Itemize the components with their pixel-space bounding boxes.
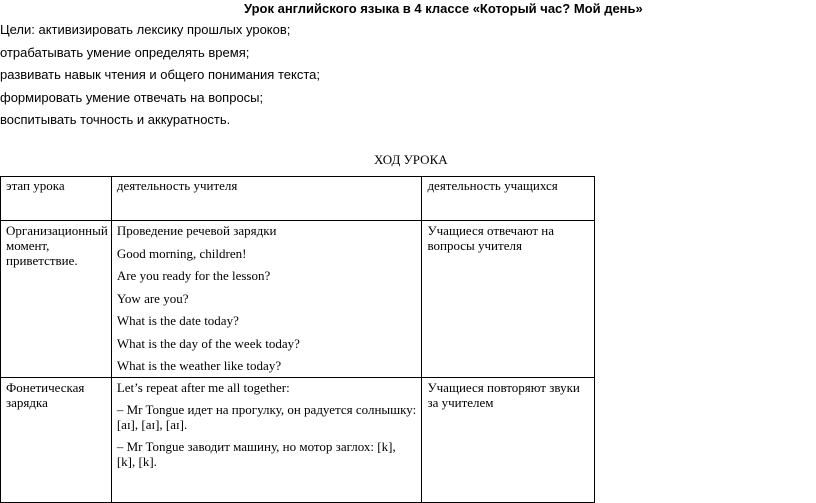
students-text: Учащиеся отвечают на вопросы учителя — [427, 223, 555, 253]
stage-text: Организационный момент, приветствие. — [6, 223, 108, 268]
table-header-row — [1, 177, 595, 221]
cell-teacher — [111, 221, 422, 378]
teacher-line: Let’s repeat after me all together: — [116, 380, 290, 395]
stage-text: Фонетическая зарядка — [6, 380, 85, 410]
header-teacher: деятельность учителя — [111, 177, 422, 221]
teacher-line: – Mr Tongue заводит машину, но мотор заглох: [k], [k], [k]. — [116, 439, 396, 469]
teacher-line: Yow are you? — [116, 290, 189, 306]
teacher-line: Good morning, children! — [116, 245, 247, 261]
lesson-plan-table — [0, 176, 595, 503]
goal-line: Цели: активизировать лексику прошлых уроков; — [0, 22, 291, 37]
section-heading: ХОД УРОКА — [374, 152, 448, 167]
teacher-line: Are you ready for the lesson? — [116, 268, 271, 283]
cell-teacher — [111, 378, 422, 503]
teacher-line: What is the date today? — [116, 313, 239, 328]
header-stage: этап урока — [1, 177, 112, 221]
cell-students — [422, 378, 595, 503]
document-title: Урок английского языка в 4 классе «Который час? Мой день» — [244, 1, 643, 16]
table-row — [1, 221, 595, 378]
cell-students — [422, 221, 595, 378]
header-students: деятельность учащихся — [422, 177, 595, 221]
table-row — [1, 378, 595, 503]
teacher-line: What is the weather like today? — [116, 358, 282, 373]
teacher-line: Проведение речевой зарядки — [116, 223, 277, 238]
lesson-goals — [0, 19, 320, 132]
cell-stage — [1, 221, 112, 378]
goal-line: отрабатывать умение определять время; — [0, 44, 250, 60]
goal-line: развивать навык чтения и общего понимания текста; — [0, 67, 320, 82]
goal-line: воспитывать точность и аккуратность. — [0, 112, 231, 127]
teacher-line: What is the day of the week today? — [116, 335, 300, 351]
students-text: Учащиеся повторяют звуки за учителем — [427, 380, 580, 410]
goal-line: формировать умение отвечать на вопросы; — [0, 89, 264, 105]
teacher-line: – Mr Tongue идет на прогулку, он радуется солнышку: [aɪ], [aɪ], [aɪ]. — [116, 402, 417, 432]
cell-stage — [1, 378, 112, 503]
